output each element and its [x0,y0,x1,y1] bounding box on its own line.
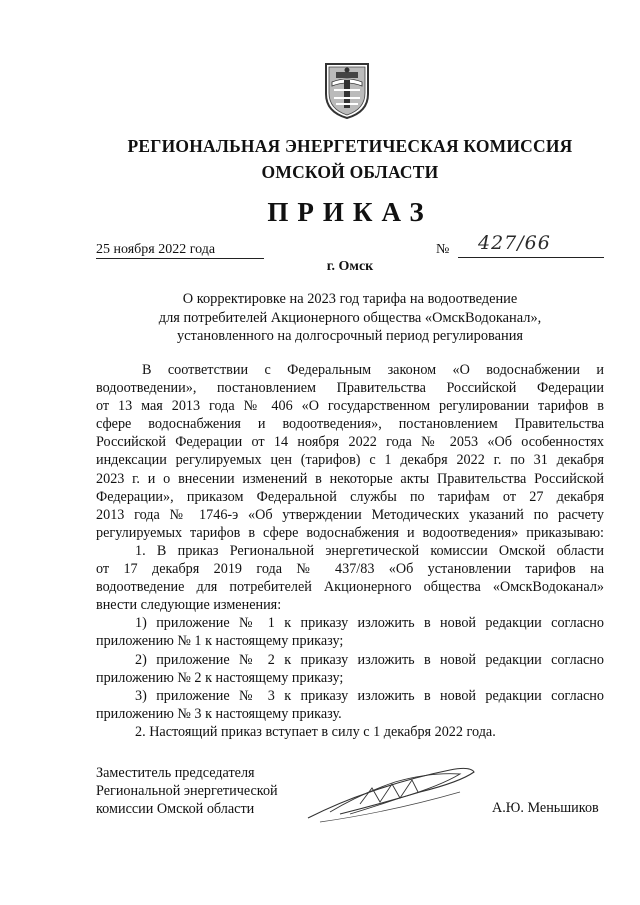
position-line: комиссии Омской области [96,801,255,818]
subject-line: О корректировке на 2023 год тарифа на водоотведение [182,291,518,307]
document-type-title: ПРИКАЗ [267,197,433,227]
document-date: 25 ноября 2022 года [96,241,264,259]
body-line: 2023 г. и о внесении изменений в некоторые акты Правительства Российской [96,470,604,487]
body-line: приложению № 3 к настоящему приказу. [96,705,342,722]
handwritten-signature [300,752,480,832]
body-line: 3) приложение № 3 к приказу изложить в новой редакции согласно [135,687,604,704]
position-line: Заместитель председателя [96,765,255,781]
body-line: 2) приложение № 2 к приказу изложить в новой редакции согласно [135,651,604,668]
organization-name-line2: ОМСКОЙ ОБЛАСТИ [261,162,439,182]
body-line: индексации регулируемых цен (тарифов) с 1 декабря 2022 г. по 31 декабря [96,452,604,469]
body-line: 1. В приказ Региональной энергетической комиссии Омской области [135,542,604,559]
number-sign: № [436,242,450,257]
body-line: водоотведение для потребителей Акционерного общества «ОмскВодоканал» [96,579,604,596]
body-line: от 17 декабря 2019 года № 437/83 «Об установлении тарифов на [96,561,604,578]
document-subject [0,290,640,346]
body-line: от 13 мая 2013 года № 406 «О государственном регулировании тарифов в [96,398,604,415]
number-underline [458,257,604,258]
signatory-name: А.Ю. Меньшиков [492,800,599,816]
city: г. Омск [326,259,374,274]
body-line: сфере водоснабжения и водоотведения», постановлением Правительства [96,416,604,433]
signatory-position [96,764,278,818]
subject-line: установленного на долгосрочный период регулирования [176,328,524,344]
body-line: приложению № 2 к настоящему приказу; [96,669,344,686]
body-line: внести следующие изменения: [96,597,282,614]
body-line: В соответствии с Федеральным законом «О водоснабжении и [142,362,604,378]
coat-of-arms-icon [322,60,372,120]
body-line: 1) приложение № 1 к приказу изложить в новой редакции согласно [135,615,604,632]
body-line: 2. Настоящий приказ вступает в силу с 1 декабря 2022 года. [135,723,496,740]
body-line: 2013 года № 1746-э «Об утверждении Методических указаний по расчету [96,506,604,523]
document-number: 427/66 [478,232,551,254]
document-body [96,361,604,741]
subject-line: для потребителей Акционерного общества «ОмскВодоканал», [158,309,542,326]
body-line: водоотведении», постановлением Правительства Российской Федерации [96,380,604,397]
body-line: Российской Федерации от 14 ноября 2022 года № 2053 «Об особенностях [96,434,604,451]
position-line: Региональной энергетической [96,783,278,800]
organization-name-line1: РЕГИОНАЛЬНАЯ ЭНЕРГЕТИЧЕСКАЯ КОМИССИЯ [127,136,573,156]
body-line: приложению № 1 к настоящему приказу; [96,633,344,650]
body-line: регулируемых тарифов в сфере водоснабжения и водоотведения» приказываю: [96,524,604,541]
body-line: Федерации», приказом Федеральной службы по тарифам от 27 декабря [96,488,604,505]
